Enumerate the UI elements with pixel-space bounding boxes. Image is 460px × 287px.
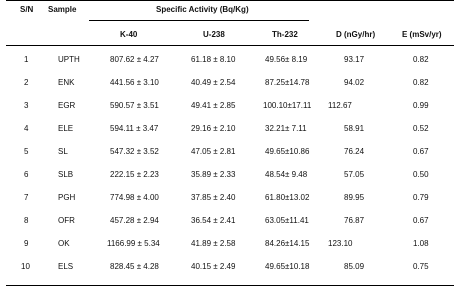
cell-th232: 63.05±11.41 <box>265 216 309 225</box>
table-row <box>6 170 454 193</box>
table-row <box>6 239 454 262</box>
cell-effective-dose: 0.82 <box>413 78 429 87</box>
cell-sn: 8 <box>24 216 29 225</box>
table-row <box>6 55 454 78</box>
cell-u238: 47.05 ± 2.81 <box>191 147 236 156</box>
cell-sample: OK <box>58 239 70 248</box>
header-k40: K-40 <box>120 30 138 39</box>
header-u238: U-238 <box>203 30 225 39</box>
table-row <box>6 193 454 216</box>
cell-k40: 774.98 ± 4.00 <box>110 193 159 202</box>
header-specific-activity: Specific Activity (Bq/Kg) <box>156 5 249 14</box>
cell-sample: SL <box>58 147 68 156</box>
cell-sample: ELE <box>58 124 74 133</box>
cell-k40: 222.15 ± 2.23 <box>110 170 159 179</box>
cell-sn: 1 <box>24 55 29 64</box>
cell-dose-rate: 76.24 <box>344 147 365 156</box>
cell-th232: 100.10±17.11 <box>263 101 312 110</box>
cell-effective-dose: 0.67 <box>413 147 429 156</box>
table-row <box>6 78 454 101</box>
group-header-rule <box>89 20 309 21</box>
cell-effective-dose: 0.50 <box>413 170 429 179</box>
cell-th232: 87.25±14.78 <box>265 78 310 87</box>
cell-th232: 48.54± 9.48 <box>265 170 308 179</box>
cell-sample: ELS <box>58 262 74 271</box>
cell-u238: 41.89 ± 2.58 <box>191 239 236 248</box>
header-bottom-rule <box>6 45 454 46</box>
cell-sample: PGH <box>58 193 76 202</box>
cell-sample: ENK <box>58 78 75 87</box>
cell-u238: 40.49 ± 2.54 <box>191 78 236 87</box>
cell-sn: 3 <box>24 101 29 110</box>
table-row <box>6 216 454 239</box>
table-row <box>6 262 454 285</box>
cell-effective-dose: 0.75 <box>413 262 429 271</box>
cell-k40: 1166.99 ± 5.34 <box>107 239 160 248</box>
cell-k40: 807.62 ± 4.27 <box>110 55 159 64</box>
table-row <box>6 101 454 124</box>
header-sn: S/N <box>20 5 34 14</box>
cell-th232: 49.65±10.86 <box>265 147 310 156</box>
cell-u238: 61.18 ± 8.10 <box>191 55 236 64</box>
cell-sample: OFR <box>58 216 75 225</box>
cell-dose-rate: 58.91 <box>344 124 365 133</box>
table-row <box>6 147 454 170</box>
table-bottom-rule <box>6 285 454 286</box>
cell-k40: 828.45 ± 4.28 <box>110 262 159 271</box>
cell-th232: 84.26±14.15 <box>265 239 310 248</box>
cell-sn: 5 <box>24 147 29 156</box>
cell-sn: 4 <box>24 124 29 133</box>
cell-dose-rate: 123.10 <box>328 239 353 248</box>
cell-sample: SLB <box>58 170 74 179</box>
cell-sn: 6 <box>24 170 29 179</box>
cell-effective-dose: 0.52 <box>413 124 429 133</box>
cell-k40: 547.32 ± 3.52 <box>110 147 159 156</box>
header-th232: Th-232 <box>272 30 298 39</box>
cell-dose-rate: 112.67 <box>328 101 352 110</box>
cell-u238: 29.16 ± 2.10 <box>191 124 236 133</box>
header-dose-rate: D (nGy/hr) <box>336 30 376 39</box>
cell-k40: 590.57 ± 3.51 <box>110 101 159 110</box>
header-effective-dose: E (mSv/yr) <box>402 30 442 39</box>
cell-u238: 35.89 ± 2.33 <box>191 170 236 179</box>
cell-k40: 441.56 ± 3.10 <box>110 78 159 87</box>
cell-sample: UPTH <box>58 55 80 64</box>
cell-sn: 2 <box>24 78 29 87</box>
cell-dose-rate: 85.09 <box>344 262 365 271</box>
cell-sn: 7 <box>24 193 29 202</box>
cell-u238: 37.85 ± 2.40 <box>191 193 236 202</box>
cell-effective-dose: 0.67 <box>413 216 429 225</box>
cell-u238: 49.41 ± 2.85 <box>191 101 236 110</box>
cell-dose-rate: 94.02 <box>344 78 365 87</box>
cell-th232: 49.56± 8.19 <box>265 55 308 64</box>
cell-dose-rate: 57.05 <box>344 170 365 179</box>
table-top-rule <box>6 0 454 1</box>
cell-u238: 36.54 ± 2.41 <box>191 216 236 225</box>
cell-dose-rate: 89.95 <box>344 193 365 202</box>
cell-dose-rate: 93.17 <box>344 55 365 64</box>
cell-effective-dose: 1.08 <box>413 239 429 248</box>
cell-th232: 49.65±10.18 <box>265 262 310 271</box>
radioactivity-table <box>6 0 454 287</box>
cell-dose-rate: 76.87 <box>344 216 365 225</box>
table-row <box>6 124 454 147</box>
cell-u238: 40.15 ± 2.49 <box>191 262 236 271</box>
cell-effective-dose: 0.79 <box>413 193 429 202</box>
cell-th232: 32.21± 7.11 <box>265 124 307 133</box>
header-sample: Sample <box>48 5 77 14</box>
cell-sn: 10 <box>21 262 30 271</box>
cell-sn: 9 <box>24 239 29 248</box>
cell-sample: EGR <box>58 101 76 110</box>
cell-th232: 61.80±13.02 <box>265 193 310 202</box>
cell-k40: 457.28 ± 2.94 <box>110 216 159 225</box>
cell-k40: 594.11 ± 3.47 <box>110 124 159 133</box>
cell-effective-dose: 0.99 <box>413 101 429 110</box>
cell-effective-dose: 0.82 <box>413 55 429 64</box>
